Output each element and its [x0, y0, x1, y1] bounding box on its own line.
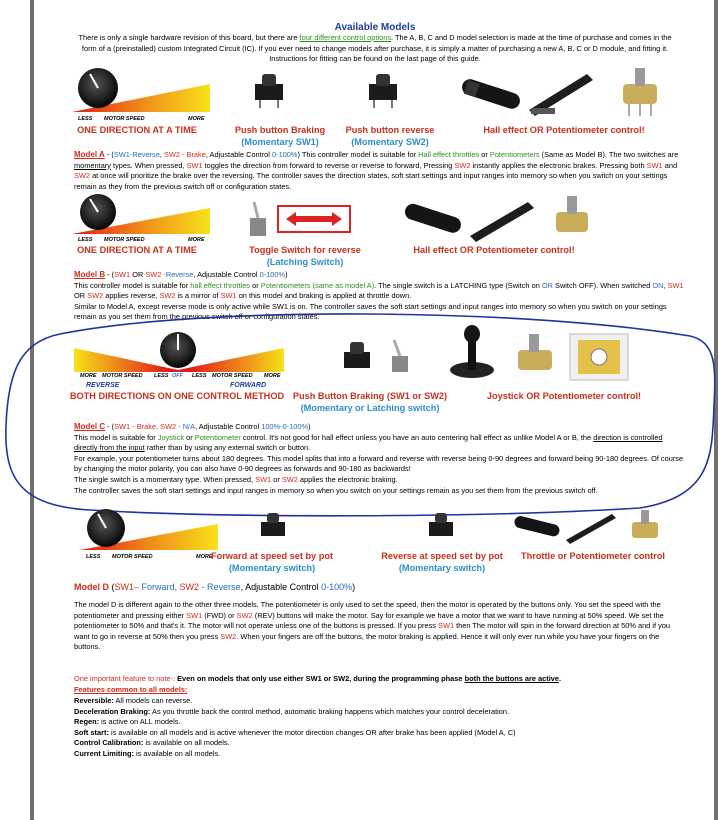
meter-reverse-label: REVERSE	[86, 382, 120, 389]
label-push-button-braking: Push button Braking	[234, 125, 326, 135]
feature-key: Reversible:	[74, 696, 114, 705]
throttles-icon	[459, 66, 669, 118]
meter-less-label: LESS	[78, 237, 93, 242]
push-button-and-toggle-image	[340, 338, 430, 378]
speed-meter-illustration-b	[70, 194, 216, 242]
meter-less-label: LESS	[86, 554, 101, 560]
text-run: OR	[74, 291, 88, 301]
text-run: 0-100%	[259, 270, 286, 279]
feature-key: Deceleration Braking:	[74, 706, 151, 716]
text-run: SW2	[220, 631, 237, 641]
feature-item	[74, 696, 684, 707]
model-a-heading: Model A	[74, 150, 105, 159]
push-button-icon	[426, 510, 456, 542]
features-list	[74, 696, 684, 760]
meter-motor-speed-label: MOTOR SPEED	[104, 116, 145, 122]
text-run: then The motor will spin in the forward direction at 50% and if you want to go in reverse at 50% then you press	[74, 621, 671, 641]
feature-item	[74, 717, 684, 728]
push-button-image-forward	[258, 510, 288, 542]
model-c-description	[74, 422, 684, 496]
meter-more-label: MORE	[188, 116, 205, 122]
throttle-images	[459, 66, 669, 118]
text-run: )	[308, 422, 311, 431]
push-button-image-reverse	[426, 510, 456, 542]
features-heading: Features common to all models:	[74, 685, 188, 694]
document-page	[34, 0, 716, 820]
text-run: control. It's not good for hall effect unless you have an auto centering hall effect as unlike Model A or B, the	[240, 432, 594, 442]
text-run: The single switch is a momentary type. When pressed,	[74, 474, 256, 484]
text-run: SW2	[74, 171, 91, 181]
text-run: , Adjustable Control	[240, 582, 322, 592]
bidirectional-wedge-graphic	[72, 330, 292, 390]
text-run: applies reverse,	[103, 291, 160, 301]
text-run: SW1	[114, 270, 131, 279]
text-run: Even on models that only use either SW1 or SW2, during the programming phase	[175, 674, 465, 683]
text-run: )	[297, 150, 300, 159]
text-run: This model is suitable for	[74, 432, 158, 442]
feature-value: As you throttle back the control method, automatic braking happens which matches your control deceleration.	[150, 706, 510, 716]
push-button-image-sw2	[366, 70, 400, 110]
text-run: Joystick	[157, 432, 185, 442]
model-d-description	[74, 600, 684, 653]
text-run: Similar to Model A, except reverse mode is only active while SW1 is on. The controller saves the soft start settings and input ranges into memory so when you switch on your settings remain as you set them from the previous switch off or configuration states.	[74, 301, 667, 322]
model-a-range: 0-100%	[272, 150, 298, 159]
text-run: is a mirror of	[175, 291, 221, 301]
text-run: OR	[541, 280, 553, 290]
text-run: 100%-0-100%	[261, 422, 309, 431]
text-run: Potentiometer	[194, 432, 241, 442]
toggle-switch-image	[246, 200, 356, 240]
intro-paragraph	[72, 33, 678, 65]
meter-less-label: LESS	[192, 373, 207, 379]
text-run: instantly applies the electronic brakes. Pressing both	[470, 160, 647, 170]
model-d-heading-line	[74, 582, 684, 592]
feature-value: All models can reverse.	[113, 696, 193, 705]
text-run: . When your fingers are off the buttons, the motor braking is applied. Hence it will only ever run while you have your fingers on the buttons.	[74, 631, 660, 652]
label-momentary-or-latching: (Momentary or Latching switch)	[300, 403, 440, 413]
text-run: applies the electronic braking.	[297, 474, 398, 484]
text-run: )	[285, 270, 288, 279]
text-run: (Same as Model B).	[539, 150, 607, 159]
text-run: The model D is different again to the other three models. The potentiometer is only used to set the speed, then the motor is operated by the buttons only. You set the speed with the potentiometer and pressing either	[74, 600, 661, 620]
text-run: SW2	[236, 610, 253, 620]
label-one-direction-b: ONE DIRECTION AT A TIME	[77, 245, 197, 255]
text-run: SW2	[145, 270, 162, 279]
text-run: or	[184, 432, 195, 442]
model-b-heading: Model B	[74, 270, 106, 279]
label-momentary-switch-fwd: (Momentary switch)	[228, 563, 316, 573]
feature-key: Soft start:	[74, 727, 109, 737]
model-a-sw2: SW2 - Brake	[163, 150, 206, 159]
model-d-heading: Model D	[74, 582, 109, 592]
feature-value: is available on all models.	[143, 738, 230, 748]
text-run: ON	[652, 280, 664, 290]
text-run: SW1	[186, 610, 203, 620]
meter-more-label: MORE	[196, 554, 213, 560]
text-run: at once will prioritize the brake over the reversing. The controller saves the direction states, soft start settings and input ranges into memory so when you switch on your settings remain as they from the previous switch off or configuration states.	[74, 171, 668, 191]
label-joystick-or-pot: Joystick OR Potentiometer control!	[486, 391, 642, 401]
label-hall-or-pot-b: Hall effect OR Potentiometer control!	[413, 245, 575, 255]
text-run: SW1	[646, 160, 663, 170]
text-run: on this model and braking is applied at throttle down.	[236, 291, 412, 301]
text-run: - Brake,	[130, 422, 161, 431]
text-run: toggles the direction from forward to reverse or reverse to forward, Pressing	[202, 160, 455, 170]
text-run: SW1	[114, 422, 131, 431]
text-run: 0-100%	[321, 582, 353, 592]
meter-less-label: LESS	[154, 373, 169, 379]
feature-item	[74, 738, 684, 749]
model-c-heading: Model C	[74, 422, 106, 431]
label-both-directions: BOTH DIRECTIONS ON ONE CONTROL METHOD	[69, 391, 285, 401]
text-run: , Adjustable Control	[205, 150, 272, 159]
toggle-switch-icon	[246, 200, 356, 240]
intro-text-post: . The A, B, C and D model selection is made at the time of purchase and comes in the form of a (preinstalled) custom Integrated Circuit (IC). If you ever need to change models after purchase, it is simply a matter of purchasing a new A, B, C or D module, and fitting it. Instructions for fitting can be found on the last page of this guide.	[81, 33, 672, 64]
text-run: SW2	[87, 291, 104, 301]
text-run: SW2	[160, 422, 177, 431]
label-push-button-reverse: Push button reverse	[345, 125, 435, 135]
meter-motor-speed-label: MOTOR SPEED	[104, 237, 145, 242]
throttle-images-d	[512, 508, 672, 548]
text-run: or	[479, 150, 490, 159]
text-run: direction is controlled directly from the input	[74, 432, 663, 453]
text-run: SW2	[179, 582, 200, 592]
label-reverse-speed: Reverse at speed set by pot	[381, 551, 503, 561]
text-run: and	[662, 160, 678, 170]
feature-key: Control Calibration:	[74, 738, 144, 748]
text-run: momentary	[74, 160, 111, 170]
text-run: - Reverse	[199, 582, 241, 592]
text-run: SW1	[186, 160, 203, 170]
label-momentary-sw1: (Momentary SW1)	[241, 137, 319, 147]
text-run: SW1	[438, 621, 455, 631]
bidirectional-meter-illustration	[72, 330, 292, 390]
text-run: (FWD) or	[202, 610, 237, 620]
speed-wedge-graphic	[70, 194, 216, 242]
text-run: SW1	[667, 280, 684, 290]
meter-motor-speed-label: MOTOR SPEED	[102, 373, 143, 379]
text-run: - (	[105, 270, 115, 279]
meter-forward-label: FORWARD	[230, 382, 267, 389]
speed-wedge-graphic	[70, 68, 216, 122]
feature-key: Current Limiting:	[74, 748, 134, 758]
model-a-description: Model A - (SW1-Reverse, SW2 - Brake, Adjustable Control 0-100%) This controller model is suitable for Hall effect throttles or Potentiometers (Same as Model B). The two switches are momentary types. When pressed, SW1 toggles the direction from forward to reverse or reverse to forward, Pressing SW2 instantly applies the electronic brakes. Pressing both SW1 and SW2 at once will prioritize the brake over the reversing. The controller saves the direction states, soft start settings and input ranges into memory so when you switch on your settings remain as they from the previous switch off or configuration states.	[74, 150, 679, 191]
intro-text-pre: There is only a single hardware revision of this board, but there are	[78, 33, 300, 42]
model-a-sw1: SW1-Reverse	[113, 150, 160, 159]
text-run: Potentiometers	[489, 150, 540, 159]
important-note	[74, 674, 684, 685]
text-run: This controller model is suitable for	[299, 150, 419, 159]
throttle-images-b	[402, 194, 602, 244]
feature-item	[74, 707, 684, 718]
text-run: or	[250, 280, 261, 290]
feature-item	[74, 749, 684, 760]
push-button-icon	[252, 70, 286, 110]
text-run: or	[271, 474, 282, 484]
meter-motor-speed-label: MOTOR SPEED	[212, 373, 253, 379]
feature-item	[74, 728, 684, 739]
meter-off-label: OFF	[172, 373, 183, 379]
meter-more-label: MORE	[80, 373, 97, 379]
text-run: types. When pressed,	[110, 160, 187, 170]
text-run: .	[559, 674, 562, 683]
text-run: SW2	[159, 291, 176, 301]
throttles-icon	[512, 508, 672, 548]
text-run: Hall effect throttles	[418, 150, 480, 159]
text-run: -Reverse	[161, 270, 194, 279]
label-hall-or-pot-a: Hall effect OR Potentiometer control!	[483, 125, 645, 135]
speed-meter-illustration	[70, 68, 216, 122]
text-run: The two switches are	[606, 150, 679, 159]
feature-value: is available on all models.	[133, 748, 221, 758]
page-title: Available Models	[334, 22, 416, 33]
text-run: - (	[104, 150, 114, 159]
label-one-direction-a: ONE DIRECTION AT A TIME	[77, 125, 197, 135]
meter-less-label: LESS	[78, 116, 93, 122]
text-run: hall effect throttles	[190, 280, 251, 290]
text-run: This controller model is suitable for	[74, 280, 191, 290]
text-run: OR	[130, 270, 146, 279]
text-run: rather than by using any external switch or button.	[144, 443, 311, 453]
text-run: SW1	[220, 291, 237, 301]
meter-motor-speed-label: MOTOR SPEED	[112, 554, 153, 560]
text-run: Switch OFF). When switched	[552, 280, 653, 290]
text-run: - N/A	[176, 422, 196, 431]
label-toggle-switch: Toggle Switch for reverse	[249, 245, 361, 255]
control-options-link[interactable]: four different control options	[299, 33, 392, 42]
label-throttle-or-pot: Throttle or Potentiometer control	[521, 551, 665, 561]
joystick-icon	[448, 324, 638, 384]
text-run: . The single switch is a LATCHING type (Switch on	[374, 280, 542, 290]
joystick-and-pot-images	[448, 324, 638, 384]
text-run: SW2	[281, 474, 298, 484]
text-run: (	[109, 582, 115, 592]
label-momentary-sw2: (Momentary SW2)	[351, 137, 429, 147]
push-button-icon	[340, 338, 430, 378]
text-run: Potentiometers (same as model A)	[260, 280, 375, 290]
label-forward-speed: Forward at speed set by pot	[210, 551, 333, 561]
push-button-image-sw1	[252, 70, 286, 110]
text-run: , Adjustable Control	[193, 270, 260, 279]
meter-more-label: MORE	[188, 237, 205, 242]
throttles-icon	[402, 194, 602, 244]
text-run: One important feature to note-:	[74, 674, 176, 683]
label-latching-switch: (Latching Switch)	[266, 257, 344, 267]
feature-value: is active on ALL models.	[99, 717, 181, 727]
text-run: – Forward,	[134, 582, 180, 592]
text-run: )	[352, 582, 356, 592]
text-run: For example, your potentiometer turns about 180 degrees. This model splits that into a forward and reverse with reverse being 0-90 degrees and forward being 90-180 degrees. Of course by changing the motor polarity, you can also have 0-90 degrees as forwards and 90-180 as backwards!	[74, 453, 684, 474]
label-push-button-braking-c: Push Button Braking (SW1 or SW2)	[292, 391, 448, 401]
push-button-icon	[366, 70, 400, 110]
text-run: SW2	[454, 160, 471, 170]
text-run: The controller saves the soft start settings and input ranges in memory so when you switch on your settings remain as you set them from the previous switch off.	[74, 485, 598, 495]
meter-more-label: MORE	[264, 373, 281, 379]
text-run: - (	[105, 422, 115, 431]
feature-value: is available on all models and is active whenever the motor direction changes OR after brake has been applied (Model A, C)	[108, 727, 516, 737]
feature-key: Regen:	[74, 717, 100, 727]
text-run: SW1	[255, 474, 272, 484]
text-run: SW1	[114, 582, 135, 592]
label-momentary-switch-rev: (Momentary switch)	[398, 563, 486, 573]
text-run: ,	[663, 280, 668, 290]
text-run: both the buttons are active	[464, 674, 560, 683]
push-button-icon	[258, 510, 288, 542]
text-run: , Adjustable Control	[195, 422, 262, 431]
text-run: (REV) buttons will make the motor. Say for example we have a motor that we want to have running at 50% speed. We set the potentiometer to 50% and that's it. The motor will not operate unless one of the buttons is pressed. If you press	[74, 610, 664, 631]
